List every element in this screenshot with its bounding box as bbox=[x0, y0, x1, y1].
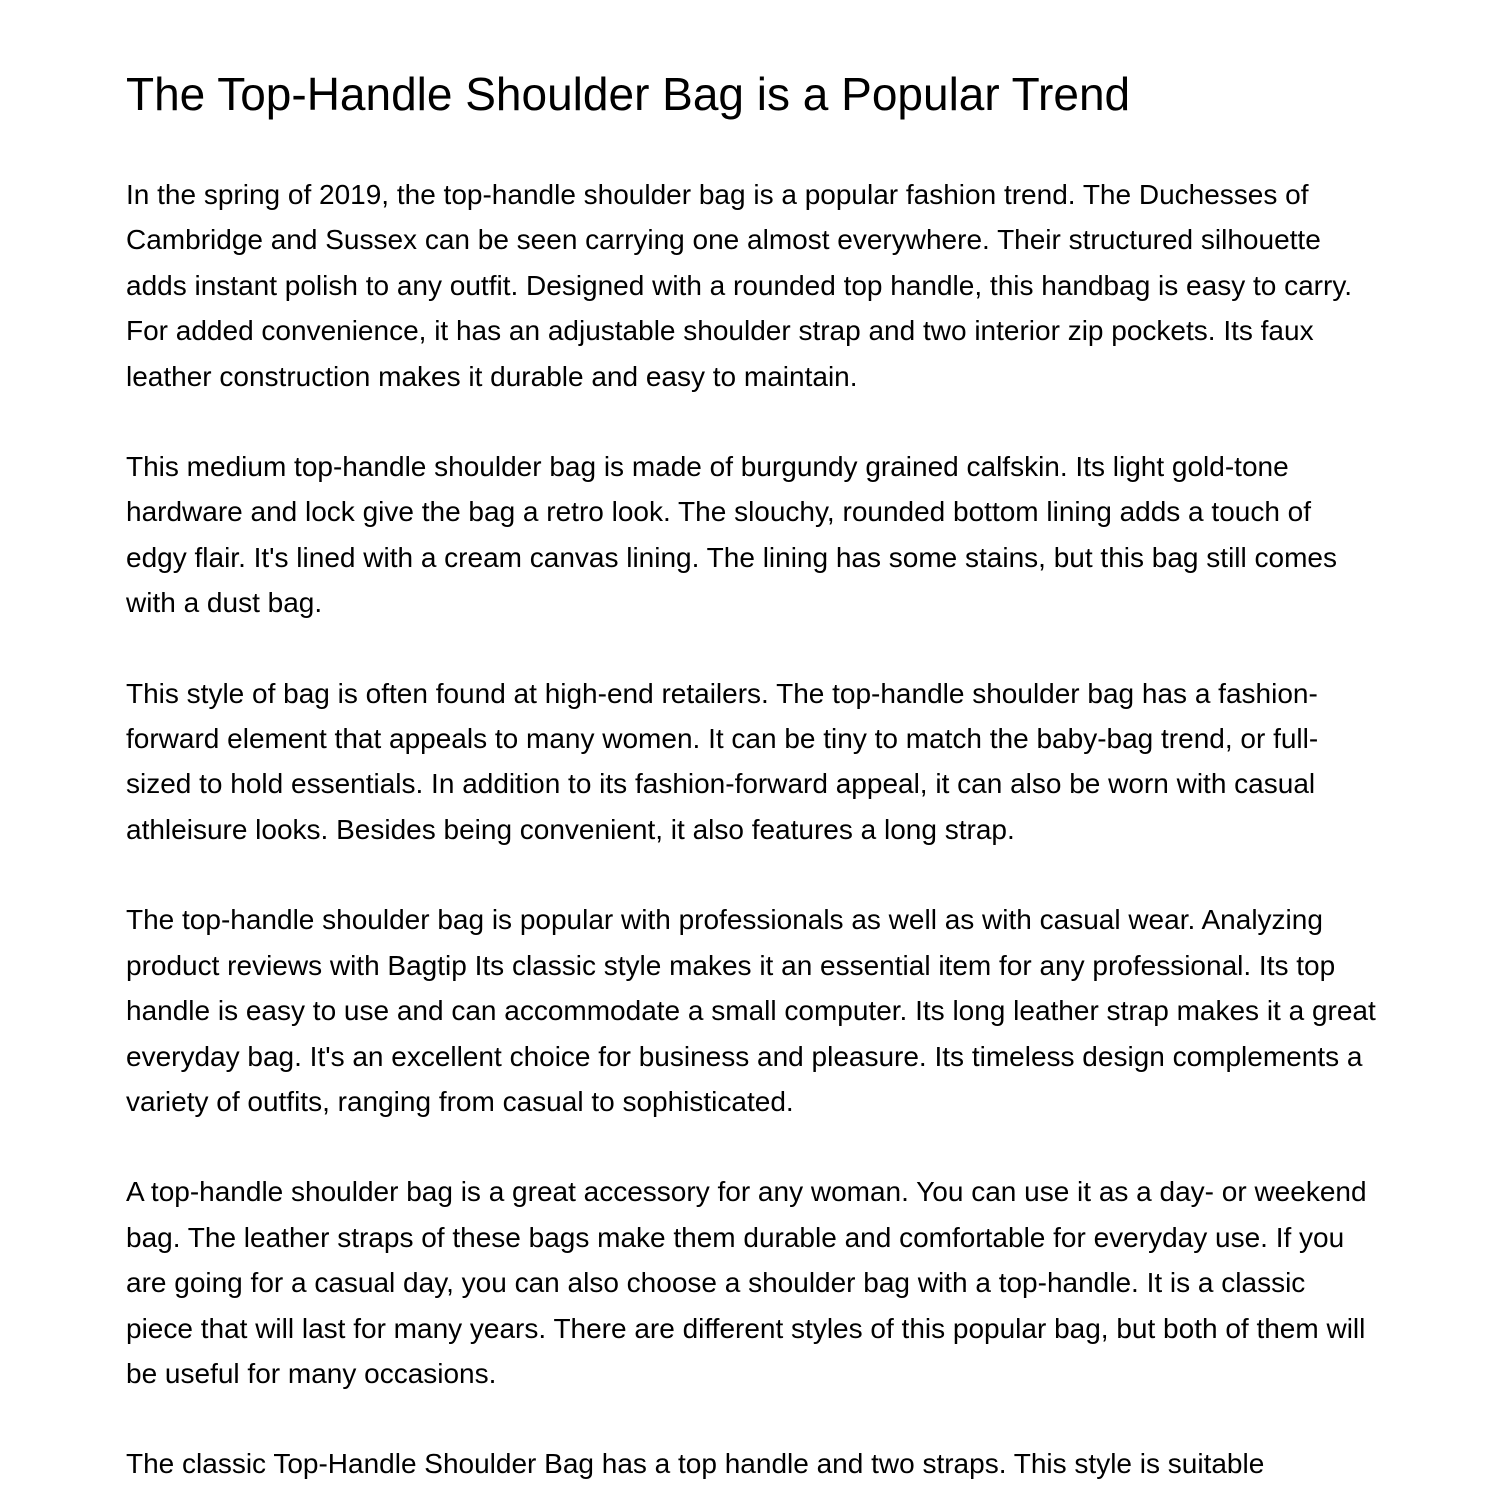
document-title: The Top-Handle Shoulder Bag is a Popular Trend bbox=[126, 68, 1131, 120]
paragraph-5: A top-handle shoulder bag is a great accessory for any woman. You can use it as a day- or weekend bag. The leather straps of these bags make them durable and comfortable for everyday use. If you are going for a casual day, you can also choose a shoulder bag with a top-handle. It is a classic piece that will last for many years. There are different styles of this popular bag, but both of them will be useful for many occasions. bbox=[126, 1176, 1367, 1389]
paragraph-4 bbox=[126, 897, 1376, 1124]
paragraph-2: This medium top-handle shoulder bag is made of burgundy grained calfskin. Its light gold-tone hardware and lock give the bag a retro look. The slouchy, rounded bottom lining adds a touch of edgy flair. It's lined with a cream canvas lining. The lining has some stains, but this bag still comes with a dust bag. bbox=[126, 451, 1337, 619]
paragraph-3: This style of bag is often found at high-end retailers. The top-handle shoulder bag has a fashion-forward element that appeals to many women. It can be tiny to match the baby-bag trend, or full-sized to hold essentials. In addition to its fashion-forward appeal, it can also be worn with casual athleisure looks. Besides being convenient, it also features a long strap. bbox=[126, 677, 1319, 845]
document-page bbox=[126, 0, 1376, 1500]
paragraph-4-text-before-link: The top-handle shoulder bag is popular with professionals as well as with casual wear. bbox=[126, 904, 1202, 936]
document-body bbox=[126, 172, 1376, 1487]
paragraph-4-text-after-link: Its classic style makes it an essential item for any professional. Its top handle is easy to use and can accommodate a small computer. Its long leather strap makes it a great everyday bag. It's an excellent choice for business and pleasure. Its timeless design complements a variety of outfits, ranging from casual to sophisticated. bbox=[126, 949, 1376, 1117]
paragraph-6-partial: The classic Top-Handle Shoulder Bag has a top handle and two straps. This style is suitable bbox=[126, 1448, 1265, 1480]
bagtip-reviews-link[interactable]: Analyzing product reviews with Bagtip bbox=[126, 904, 1323, 981]
paragraph-1: In the spring of 2019, the top-handle shoulder bag is a popular fashion trend. The Duchesses of Cambridge and Sussex can be seen carrying one almost everywhere. Their structured silhouette adds instant polish to any outfit. Designed with a rounded top handle, this handbag is easy to carry. For added convenience, it has an adjustable shoulder strap and two interior zip pockets. Its faux leather construction makes it durable and easy to maintain. bbox=[126, 179, 1353, 392]
